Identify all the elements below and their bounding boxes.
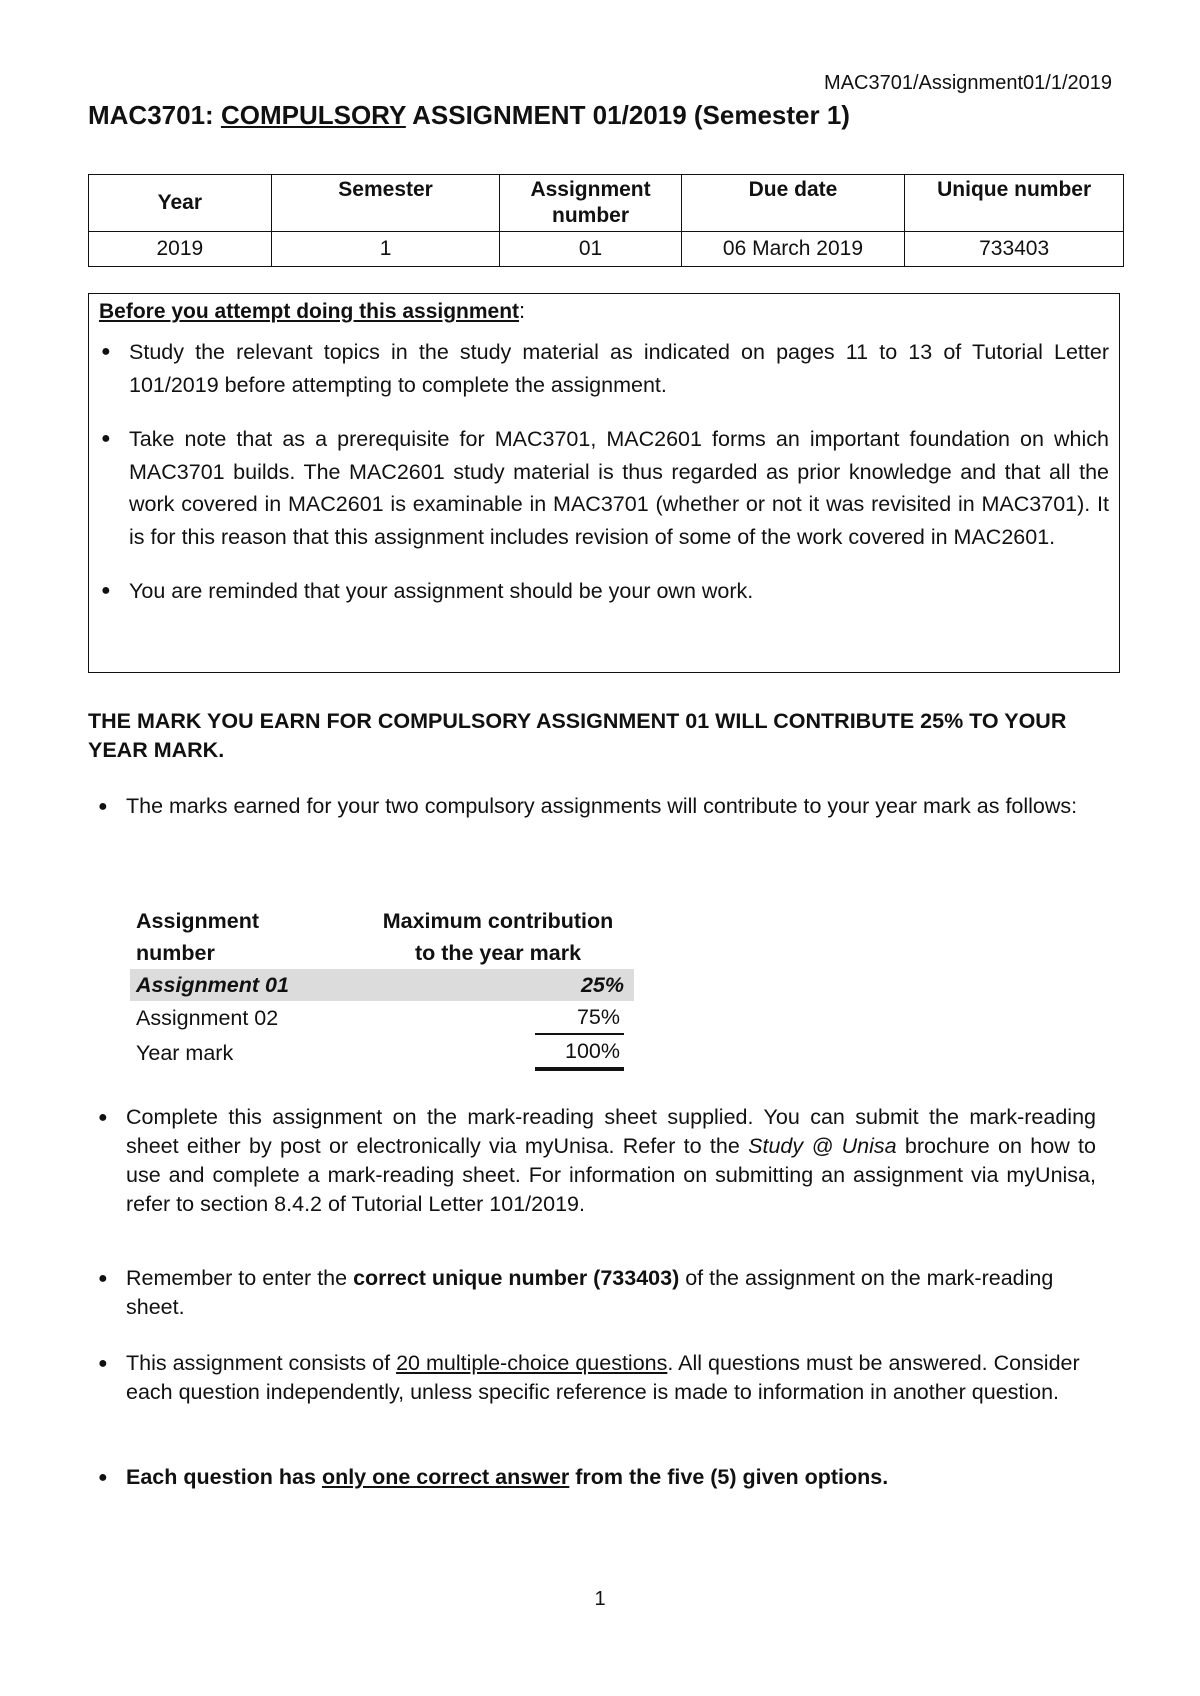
- list-item: [96, 1103, 1096, 1219]
- contribution-intro-list: [96, 792, 1096, 821]
- notice-list: [99, 336, 1109, 608]
- instruction-text: Complete this assignment on the mark-reading sheet supplied. You can submit the mark-reading sheet either by post or electronically via myUnisa. Refer to the: [126, 1105, 1096, 1158]
- list-item: [96, 792, 1096, 821]
- page-reference: MAC3701/Assignment01/1/2019: [824, 72, 1112, 94]
- contribution-row-label: Year mark: [136, 1041, 234, 1065]
- notice-heading-line: [99, 298, 1109, 324]
- list-item: [96, 1264, 1096, 1322]
- assignment-info-table: [88, 174, 1124, 267]
- instruction-text: Remember to enter the: [126, 1266, 354, 1290]
- contribution-col1-line1: Assignment: [136, 909, 260, 933]
- contribution-row-label: Assignment 02: [136, 1006, 279, 1030]
- contribution-row-value: 100%: [535, 1035, 624, 1071]
- notice-item-text: Study the relevant topics in the study material as indicated on pages 11 to 13 of Tutorial Letter 101/2019 before attempting to complete the assignment.: [129, 340, 1109, 397]
- table-row: [130, 1001, 634, 1035]
- notice-heading: Before you attempt doing this assignment: [99, 300, 520, 323]
- bullet-icon: ●: [98, 1109, 108, 1126]
- document-title: [88, 100, 850, 131]
- notice-item: [99, 575, 1109, 608]
- contribution-col1-line2: number: [136, 941, 215, 965]
- contribution-header-row-2: [130, 937, 634, 969]
- list-item: [96, 1349, 1096, 1407]
- bullet-icon: ●: [98, 1270, 108, 1287]
- contribution-value-cell: [362, 1035, 634, 1071]
- contribution-table: [130, 905, 634, 1071]
- bullet-icon: ●: [101, 430, 111, 447]
- page-number: 1: [594, 1588, 606, 1610]
- bullet-icon: ●: [98, 798, 108, 815]
- contribution-col2-line2: to the year mark: [414, 941, 582, 965]
- contribution-row-value: 75%: [535, 1001, 624, 1035]
- bullet-icon: ●: [101, 582, 111, 599]
- instruction-text: . All questions must be answered. Consider each question independently, unless specific reference is made to information in another question.: [126, 1351, 1080, 1404]
- info-header-year: Year: [89, 175, 272, 232]
- info-header-due-date: Due date: [681, 175, 905, 232]
- info-value-semester: 1: [271, 232, 500, 267]
- instruction-list-complete: [96, 1103, 1096, 1219]
- title-underlined: COMPULSORY: [220, 100, 406, 130]
- instruction-text: of the assignment on the mark-reading sheet.: [126, 1266, 1054, 1319]
- info-header-semester: Semester: [271, 175, 500, 232]
- contribution-intro: The marks earned for your two compulsory assignments will contribute to your year mark as follows:: [126, 794, 1078, 818]
- instruction-italic: Study @ Unisa: [748, 1134, 897, 1158]
- instruction-bold: correct unique number (733403): [353, 1266, 680, 1290]
- list-item: [96, 1463, 1096, 1492]
- contribution-col2-line1: Maximum contribution: [382, 909, 614, 933]
- info-value-year: 2019: [89, 232, 272, 267]
- title-suffix: ASSIGNMENT 01/2019 (Semester 1): [405, 100, 850, 130]
- notice-item-text: Take note that as a prerequisite for MAC3701, MAC2601 forms an important foundation on which MAC3701 builds. The MAC2601 study material is thus regarded as prior knowledge and that all the work covered in MAC2601 is examinable in MAC3701 (whether or not it was revisited in MAC3701). It is for this reason that this assignment includes revision of some of the work covered in MAC2601.: [129, 427, 1109, 549]
- instruction-list-remember: [96, 1264, 1096, 1322]
- instruction-list-each: [96, 1463, 1096, 1492]
- instruction-text: from the five (5) given options.: [569, 1465, 889, 1489]
- instruction-text: brochure on how to use and complete a mark-reading sheet. For information on submitting an assignment via myUnisa, refer to section 8.4.2 of Tutorial Letter 101/2019.: [126, 1134, 1096, 1216]
- info-header-unique-number: Unique number: [905, 175, 1124, 232]
- table-row: [130, 1035, 634, 1071]
- info-table-value-row: [89, 232, 1124, 267]
- instruction-underlined: 20 multiple-choice questions: [396, 1351, 668, 1375]
- info-value-assignment-number: 01: [500, 232, 681, 267]
- info-value-unique-number: 733403: [905, 232, 1124, 267]
- instruction-underlined: only one correct answer: [321, 1465, 570, 1489]
- notice-heading-colon: :: [519, 298, 526, 323]
- notice-item-text: You are reminded that your assignment should be your own work.: [129, 579, 754, 603]
- bullet-icon: ●: [98, 1355, 108, 1372]
- table-row: [130, 969, 634, 1001]
- contribution-heading: THE MARK YOU EARN FOR COMPULSORY ASSIGNMENT 01 WILL CONTRIBUTE 25% TO YOUR YEAR MARK.: [88, 709, 1067, 762]
- info-value-due-date: 06 March 2019: [681, 232, 905, 267]
- instruction-text: Each question has: [126, 1465, 322, 1489]
- contribution-row-value: 25%: [362, 969, 634, 1001]
- bullet-icon: ●: [98, 1469, 108, 1486]
- instruction-list-consists: [96, 1349, 1096, 1407]
- info-table-header-row: [89, 175, 1124, 232]
- contribution-row-label: Assignment 01: [130, 969, 362, 1001]
- bullet-icon: ●: [101, 343, 111, 360]
- instruction-text: This assignment consists of: [126, 1351, 397, 1375]
- info-header-assignment-number: Assignment number: [500, 175, 681, 232]
- notice-item: [99, 423, 1109, 553]
- contribution-header-row-1: [130, 905, 634, 937]
- notice-box: [88, 293, 1120, 673]
- notice-item: [99, 336, 1109, 401]
- contribution-value-cell: [362, 1001, 634, 1035]
- title-prefix: MAC3701:: [88, 100, 221, 130]
